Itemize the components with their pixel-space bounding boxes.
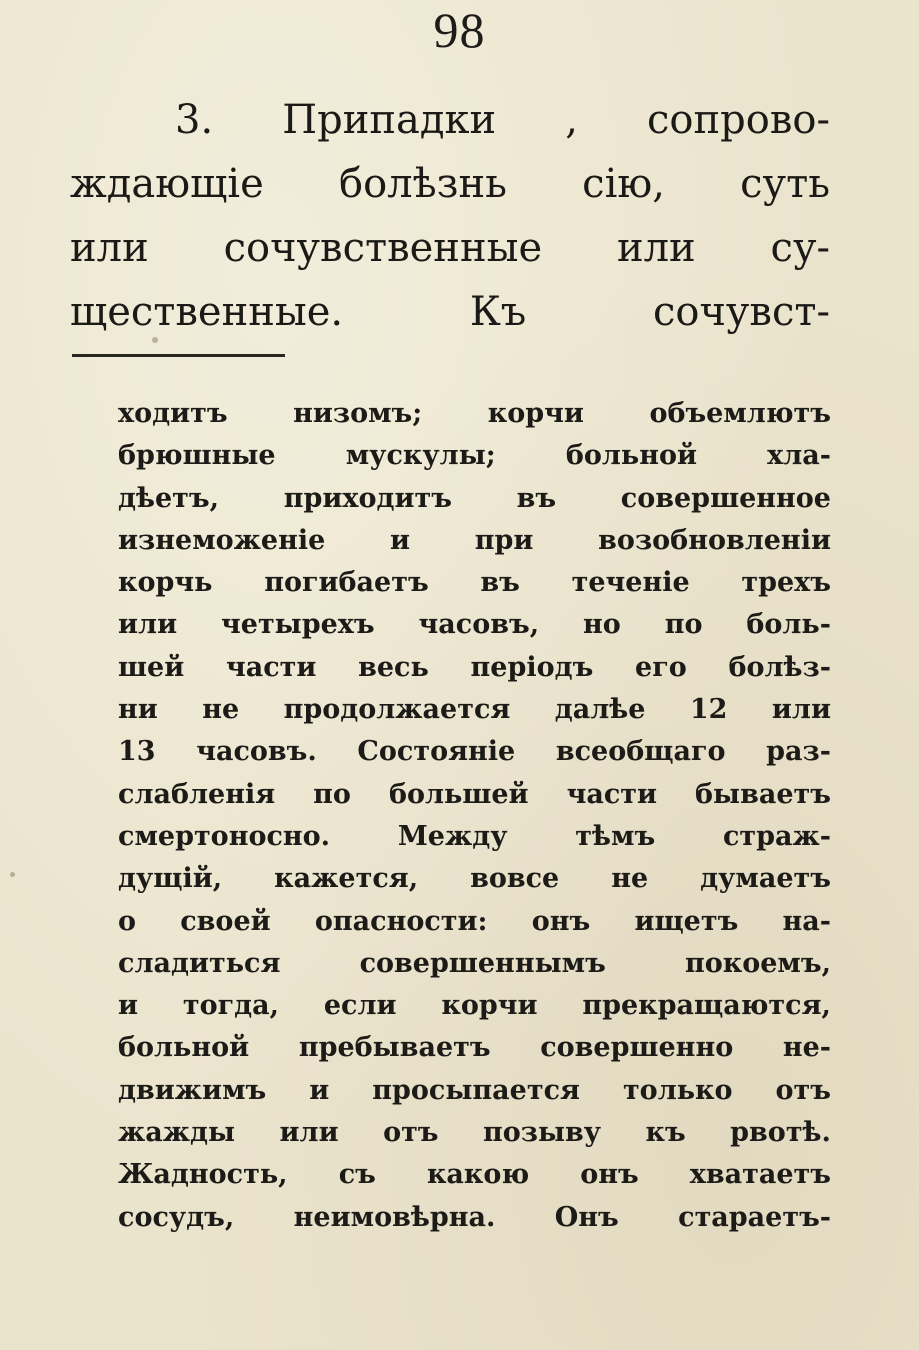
page-number: 98 (433, 2, 486, 58)
word: страж- (722, 820, 831, 852)
main-text-line (70, 88, 830, 152)
word: , (565, 97, 578, 143)
footnote-line (118, 774, 831, 816)
word: о (118, 905, 137, 937)
word: періодъ (470, 651, 594, 683)
word: или (279, 1117, 339, 1149)
word: и (390, 524, 411, 556)
footnote-line (118, 435, 831, 477)
word: отъ (383, 1117, 439, 1149)
word: Состояніе (357, 736, 516, 768)
footnote-line (118, 858, 831, 900)
word: далѣе (554, 694, 646, 726)
word: погибаетъ (264, 567, 429, 599)
footnote-line (118, 478, 831, 520)
word: по (313, 778, 351, 810)
footnote-line (118, 943, 831, 985)
word: Къ (469, 289, 527, 335)
word: брюшные (118, 440, 276, 472)
main-text-paragraph (70, 88, 830, 344)
word: часовъ. (196, 736, 317, 768)
word: сію, (582, 161, 665, 207)
word: или (771, 694, 831, 726)
word: часовъ, (418, 609, 540, 641)
word: больной (565, 440, 698, 472)
word: сочувст- (652, 289, 830, 335)
word: больной (118, 1032, 250, 1064)
word: боль- (746, 609, 831, 641)
word: отъ (775, 1074, 831, 1106)
word: просыпается (372, 1074, 580, 1106)
word: стараетъ- (678, 1201, 831, 1233)
word: только (622, 1074, 733, 1106)
word: съ (338, 1159, 376, 1191)
word: по (664, 609, 703, 641)
word: Онъ (554, 1201, 619, 1233)
word: су- (770, 225, 830, 271)
word: сочувственные (223, 225, 543, 271)
word: слабленія (118, 778, 276, 810)
word: болѣз- (728, 651, 831, 683)
word: части (225, 651, 317, 683)
word: ходитъ (118, 398, 228, 429)
word: возобновленіи (598, 524, 831, 556)
word: онъ (580, 1159, 639, 1191)
word: движимъ (118, 1074, 267, 1106)
footnote-line (118, 604, 831, 646)
word: его (635, 651, 687, 683)
word: и (309, 1074, 330, 1106)
word: смертоносно. (118, 820, 331, 852)
word: но (583, 609, 621, 641)
footnote-line (118, 393, 831, 435)
word: пребываетъ (298, 1032, 491, 1064)
word: при (474, 524, 534, 556)
word: вовсе (470, 863, 560, 895)
main-text-line (70, 152, 830, 216)
word: сладиться (118, 947, 281, 979)
word: болѣзнь (338, 161, 507, 207)
word: совершеннымъ (359, 947, 606, 979)
word: дущій, (118, 863, 223, 895)
word: на- (782, 905, 831, 937)
word: жажды (118, 1117, 236, 1149)
word: большей (388, 778, 529, 810)
footnote-line (118, 647, 831, 689)
footnote-line (118, 731, 831, 773)
word: ищетъ (634, 905, 739, 937)
footnote-line (118, 1112, 831, 1154)
footnote-line (118, 1154, 831, 1196)
word: весь (358, 651, 429, 683)
word: четырехъ (221, 609, 375, 641)
footnote-paragraph (118, 393, 831, 1239)
word: приходитъ (283, 482, 452, 514)
word: если (323, 990, 397, 1022)
word: объемлютъ (649, 398, 831, 429)
footnote-line (118, 689, 831, 731)
word: дѣетъ, (118, 482, 219, 514)
word: щественные. (70, 289, 344, 335)
word: неимовѣрна. (293, 1201, 496, 1233)
word: ни (118, 694, 158, 726)
word: не (611, 863, 649, 895)
word: своей (180, 905, 271, 937)
word: хватаетъ (689, 1159, 831, 1191)
footnote-line (118, 520, 831, 562)
word: 13 (118, 736, 156, 768)
word: рвотѣ. (730, 1117, 831, 1149)
word: теченіе (571, 567, 690, 599)
word: или (70, 225, 149, 271)
word: прекращаются, (582, 990, 831, 1022)
word: ждающіе (70, 161, 264, 207)
word: раз- (766, 736, 831, 768)
word: корчи (441, 990, 538, 1022)
word: къ (645, 1117, 686, 1149)
word: низомъ; (293, 398, 423, 429)
footnote-line (118, 901, 831, 943)
word: части (566, 778, 658, 810)
word: всеобщаго (555, 736, 726, 768)
word: позыву (482, 1117, 602, 1149)
word: въ (480, 567, 520, 599)
paper-spot (10, 872, 15, 877)
footnote-line (118, 1197, 831, 1239)
footnote-line (118, 1070, 831, 1112)
word: тогда, (182, 990, 280, 1022)
word: или (616, 225, 696, 271)
paper-spot (152, 337, 158, 343)
word: сосудъ, (118, 1201, 235, 1233)
word: совершенное (620, 482, 831, 514)
main-text-line (70, 216, 830, 280)
word: или (118, 609, 178, 641)
footnote-line (118, 985, 831, 1027)
word: корчь (118, 567, 213, 599)
word: корчи (487, 398, 584, 429)
word: не (202, 694, 240, 726)
word: трехъ (741, 567, 831, 599)
footnote-divider (72, 354, 285, 357)
footnote-line (118, 816, 831, 858)
word: бываетъ (695, 778, 831, 810)
word: шей (118, 651, 185, 683)
footnote-line (118, 1027, 831, 1069)
word: онъ (531, 905, 591, 937)
word: 12 (689, 694, 728, 726)
word: продолжается (283, 694, 511, 726)
word: хла- (767, 440, 831, 472)
word: покоемъ, (684, 947, 831, 979)
word: тѣмъ (575, 820, 656, 852)
word: кажется, (274, 863, 419, 895)
word: мускулы; (345, 440, 496, 472)
word: въ (516, 482, 557, 514)
main-text-line (70, 280, 830, 344)
word: 3. (175, 97, 214, 143)
footnote-line (118, 562, 831, 604)
word: суть (740, 161, 830, 207)
word: сопрово- (647, 97, 830, 143)
word: и (118, 990, 139, 1022)
word: не- (782, 1032, 831, 1064)
word: Припадки (282, 97, 497, 143)
word: какою (426, 1159, 530, 1191)
word: Между (397, 820, 508, 852)
word: совершенно (540, 1032, 734, 1064)
word: Жадность, (118, 1159, 288, 1191)
word: опасности: (314, 905, 488, 937)
word: думаетъ (700, 863, 831, 895)
word: изнеможеніе (118, 524, 326, 556)
